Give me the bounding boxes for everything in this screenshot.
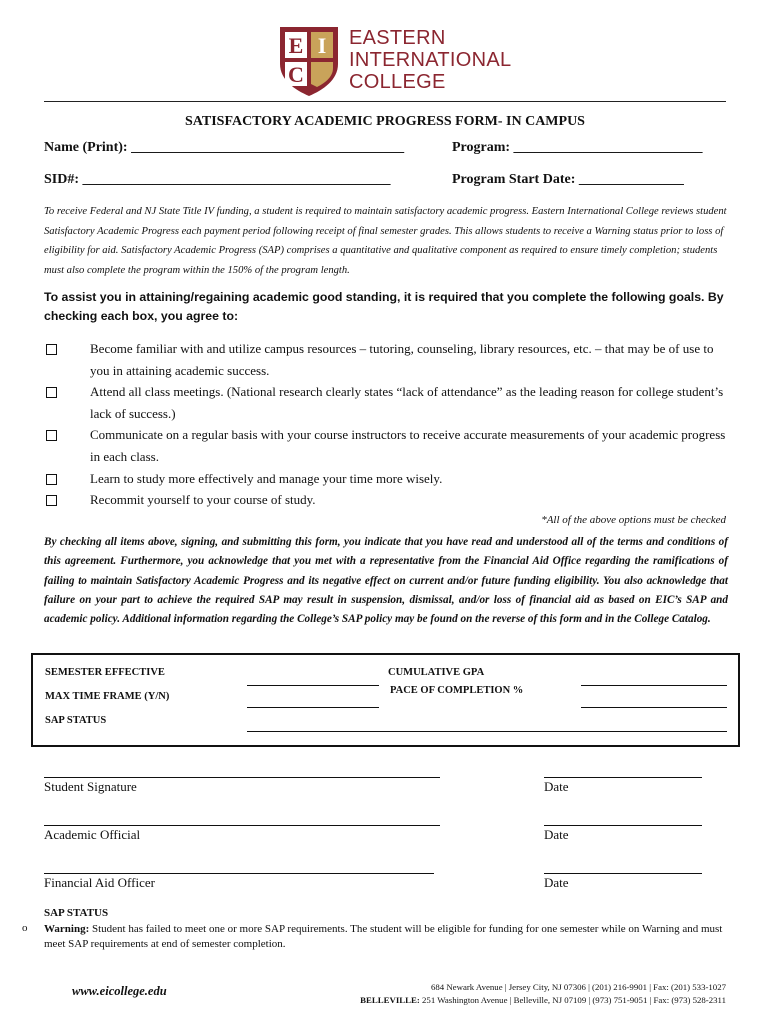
warning-label: Warning: — [44, 922, 90, 935]
belleville-label: BELLEVILLE: — [360, 995, 420, 1005]
student-signature-label: Student Signature — [44, 779, 137, 794]
warning-description: Student has failed to meet one or more SAP requirements. The student will be eligible for funding for one semester while on Warning and must meet SAP requirements at end of semester completion. — [44, 922, 723, 950]
intro-paragraph: To receive Federal and NJ State Title IV funding, a student is required to maintain satisfactory academic progress. Eastern International College reviews student Satisfactory Academic Progress each payment period following receipt of final semester grades. This allows students to receive a Warning status prior to loss of eligibility for aid. Satisfactory Academic Progress (SAP) comprises a quantitative and qualitative component as required to ensure timely completion; students must also complete the program within the 150% of the program length. — [44, 206, 727, 276]
academic-official-line[interactable] — [44, 825, 440, 826]
checklist-note: *All of the above options must be checked — [541, 514, 726, 526]
program-start-date-field[interactable]: Program Start Date: _______________ — [452, 172, 684, 187]
date-label: Date — [544, 875, 569, 890]
checklist-item: Communicate on a regular basis with your course instructors to receive accurate measurements of your academic progress in each class. — [90, 427, 726, 464]
checkbox-attendance[interactable] — [46, 387, 57, 398]
financial-date-line[interactable] — [544, 873, 702, 874]
bullet-marker: o — [22, 922, 28, 934]
form-title: SATISFACTORY ACADEMIC PROGRESS FORM- IN CAMPUS — [185, 114, 585, 129]
logo-text-international: INTERNATIONAL — [349, 49, 512, 71]
sid-field[interactable]: SID#: ____________________________________________ — [44, 172, 391, 187]
logo-letter-c: C — [288, 62, 304, 87]
semester-effective-line[interactable] — [247, 685, 379, 686]
name-field[interactable]: Name (Print): _______________________________________ — [44, 140, 405, 155]
max-time-frame-line[interactable] — [247, 707, 379, 708]
agreement-paragraph: By checking all items above, signing, and submitting this form, you indicate that you have read and understood all of the terms and conditions of this agreement. Furthermore, you acknowledge that you met with a representative from the Financial Aid Office regarding the ramifications of failing to maintain Satisfactory Academic Progress and its negative effect on current and/or future funding eligibility. You also acknowledge that failure on your part to achieve the required SAP may result in suspension, dismissal, and/or loss of financial aid as based on EIC’s SAP and academic policy. Additional information regarding the College’s SAP policy may be found on the reverse of this form and in the College Catalog. — [44, 536, 728, 626]
sap-status-section — [44, 906, 734, 953]
checkbox-communicate[interactable] — [46, 430, 57, 441]
header-divider — [44, 101, 726, 102]
semester-effective-label: SEMESTER EFFECTIVE — [45, 667, 165, 678]
logo-letter-e: E — [288, 33, 304, 58]
shield-icon — [277, 24, 341, 98]
college-logo — [277, 24, 512, 100]
checklist-item: Become familiar with and utilize campus resources – tutoring, counseling, library resources, etc. – that may be of use to you in attaining academic success. — [90, 341, 714, 378]
goals-intro: To assist you in attaining/regaining academic good standing, it is required that you complete the following goals. By checking each box, you agree to: — [44, 290, 724, 323]
financial-aid-officer-line[interactable] — [44, 873, 434, 874]
footer-address — [150, 981, 726, 1007]
date-label: Date — [544, 827, 569, 842]
logo-text-college: COLLEGE — [349, 71, 446, 93]
sap-status-heading: SAP STATUS — [44, 907, 109, 919]
cumulative-gpa-line[interactable] — [581, 685, 727, 686]
pace-of-completion-label: PACE OF COMPLETION % — [390, 685, 524, 696]
sap-warning-text — [44, 922, 734, 953]
logo-text-eastern: EASTERN — [349, 27, 446, 49]
checklist-item: Attend all class meetings. (National research clearly states “lack of attendance” as the leading reason for college student’s lack of success.) — [90, 384, 724, 421]
student-date-line[interactable] — [544, 777, 702, 778]
checkbox-study[interactable] — [46, 474, 57, 485]
website-link[interactable]: www.eicollege.edu — [72, 984, 167, 998]
pace-of-completion-line[interactable] — [581, 707, 727, 708]
checklist-item: Learn to study more effectively and manage your time more wisely. — [90, 471, 443, 486]
logo-letter-i: I — [317, 33, 327, 58]
financial-aid-officer-label: Financial Aid Officer — [44, 875, 155, 890]
belleville-details: 251 Washington Avenue | Belleville, NJ 07109 | (973) 751-9051 | Fax: (973) 528-2311 — [419, 995, 726, 1005]
jersey-city-address: 684 Newark Avenue | Jersey City, NJ 07306 | (201) 216-9901 | Fax: (201) 533-1027 — [430, 982, 726, 992]
checkbox-resources[interactable] — [46, 344, 57, 355]
checkbox-recommit[interactable] — [46, 495, 57, 506]
checklist-item: Recommit yourself to your course of study. — [90, 492, 316, 507]
program-field[interactable]: Program: ___________________________ — [452, 140, 703, 155]
office-use-box — [31, 653, 740, 747]
date-label: Date — [544, 779, 569, 794]
academic-date-line[interactable] — [544, 825, 702, 826]
student-signature-line[interactable] — [44, 777, 440, 778]
max-time-frame-label: MAX TIME FRAME (Y/N) — [45, 691, 170, 702]
academic-official-label: Academic Official — [44, 827, 141, 842]
cumulative-gpa-label: CUMULATIVE GPA — [388, 667, 485, 678]
belleville-address — [150, 994, 726, 1007]
sap-status-label: SAP STATUS — [45, 715, 107, 726]
sap-status-line[interactable] — [247, 731, 727, 732]
